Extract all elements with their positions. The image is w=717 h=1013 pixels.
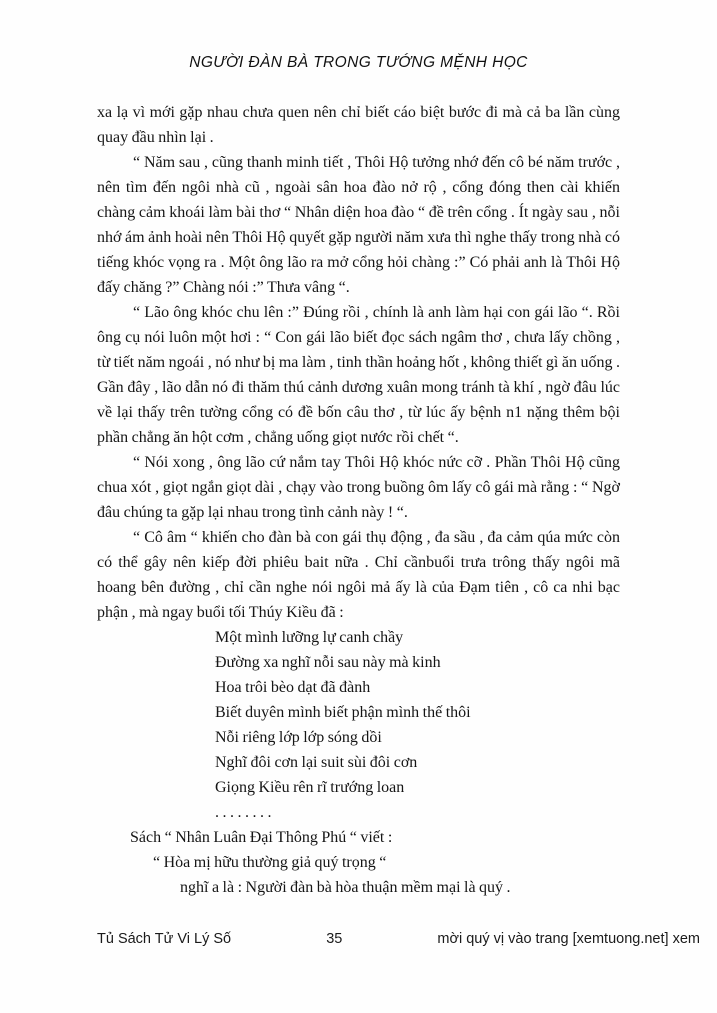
citation-meaning: nghĩ a là : Người đàn bà hòa thuận mềm mại là quý . — [180, 879, 511, 896]
verse-line: Đường xa nghĩ nỗi sau này mà kinh — [215, 654, 441, 671]
footer-page-number: 35 — [326, 931, 343, 947]
verse-line: Nỗi riêng lớp lớp sóng dồi — [215, 729, 382, 746]
paragraph-noi-xong: “ Nói xong , ông lão cứ nắm tay Thôi Hộ khóc nức cỡ . Phần Thôi Hộ cũng chua xót , giọt ngắn giọt dài , chạy vào trong buồng ôm lấy cô gái mà rằng : “ Ngờ đâu chúng ta gặp lại nhau trong tình cảnh này ! “. — [97, 454, 620, 521]
verse-line: Hoa trôi bèo dạt đã đành — [215, 679, 371, 696]
page-title: NGƯỜI ĐÀN BÀ TRONG TƯỚNG MỆNH HỌC — [189, 54, 528, 71]
verse-line: Nghĩ đôi cơn lại suit sùi đôi cơn — [215, 754, 418, 771]
verse-block — [215, 625, 620, 825]
paragraph-nam-sau: “ Năm sau , cũng thanh minh tiết , Thôi Hộ tưởng nhớ đến cô bé năm trước , nên tìm đến ngôi nhà cũ , ngoài sân hoa đào nở rộ , cổng đóng then cài khiến chàng cảm khoái làm bài thơ “ Nhân diện hoa đào “ đề trên cổng . Ít ngày sau , nỗi nhớ ám ảnh hoài nên Thôi Hộ quyết gặp người năm xưa thì nghe thấy trong nhà có tiếng khóc vọng ra . Một ông lão ra mở cổng hỏi chàng :” Có phải anh là Thôi Hộ đấy chăng ?” Chàng nói :” Thưa vâng “. — [97, 154, 620, 296]
footer-site-note: mời quý vị vào trang [xemtuong.net] xem — [437, 931, 700, 947]
paragraph-lao-ong: “ Lão ông khóc chu lên :” Đúng rồi , chính là anh làm hại con gái lão “. Rồi ông cụ nói luôn một hơi : “ Con gái lão biết đọc sách ngâm thơ , chưa lấy chồng , từ tiết năm ngoái , nó như bị ma làm , tinh thần hoảng hốt , không thiết gì ăn uống . Gần đây , lão dẫn nó đi thăm thú cảnh dương xuân mong tránh tà khí , ngờ đâu lúc về lại thấy trên tường cổng có đề bốn câu thơ , từ lúc ấy bệnh n1 nặng thêm bội phần chẳng ăn hột cơm , chẳng uống giọt nước rồi chết “. — [97, 304, 620, 446]
verse-line: Giọng Kiều rên rĩ trướng loan — [215, 779, 405, 796]
text-block — [97, 100, 620, 900]
citation-intro: Sách “ Nhân Luân Đại Thông Phú “ viết : — [130, 829, 393, 846]
verse-ellipsis: . . . . . . . . — [215, 804, 272, 821]
verse-line: Biết duyên mình biết phận mình thế thôi — [215, 704, 471, 721]
paragraph-co-am: “ Cô âm “ khiến cho đàn bà con gái thụ động , đa sầu , đa cảm qúa mức còn có thể gây nên kiếp đời phiêu bait nữa . Chỉ cầnbuổi trưa trông thấy ngôi mã hoang bên đường , chỉ cần nghe nói ngôi mả ấy là của Đạm tiên , cô ca nhi bạc phận , mà ngay buổi tối Thúy Kiều đã : — [97, 529, 620, 621]
footer-series-title: Tủ Sách Tử Vi Lý Số — [97, 931, 232, 947]
paragraph-continuation: xa lạ vì mới gặp nhau chưa quen nên chỉ biết cáo biệt bước đi mà cả ba lần cùng quay đầu nhìn lại . — [97, 104, 620, 146]
citation-quote: “ Hòa mị hữu thường giả quý trọng “ — [153, 854, 387, 871]
page-footer — [0, 931, 717, 947]
verse-line: Một mình lưỡng lự canh chầy — [215, 629, 404, 646]
